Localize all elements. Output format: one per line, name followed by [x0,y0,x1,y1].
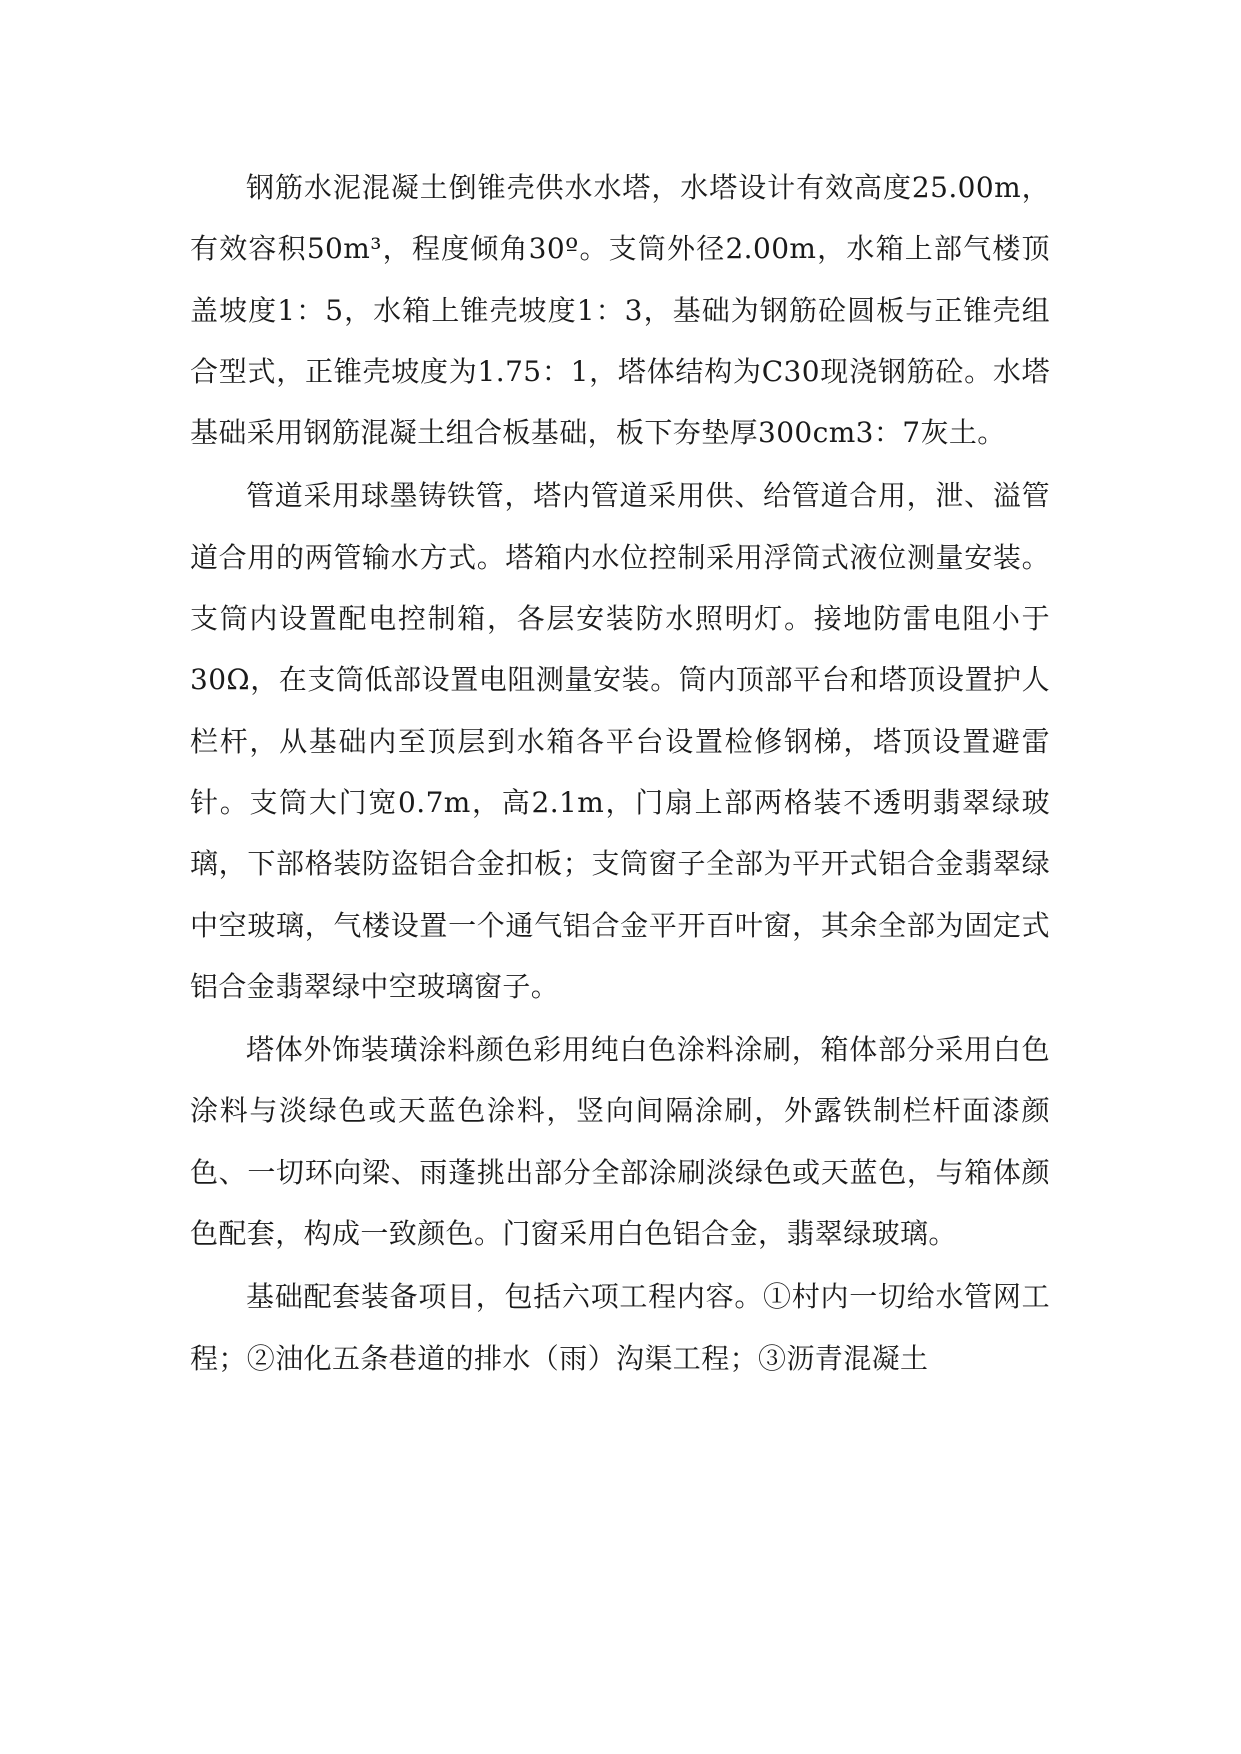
paragraph-water-tower-structure: 钢筋水泥混凝土倒锥壳供水水塔，水塔设计有效高度25.00m，有效容积50m³，程度倾角30º。支筒外径2.00m，水箱上部气楼顶盖坡度1：5，水箱上锥壳坡度1：3，基础为钢筋砼圆板与正锥壳组合型式，正锥壳坡度为1.75：1，塔体结构为C30现浇钢筋砼。水塔基础采用钢筋混凝土组合板基础，板下夯垫厚300cm3：7灰土。 [190,171,1050,450]
paragraph-exterior-finish: 塔体外饰装璜涂料颜色彩用纯白色涂料涂刷，箱体部分采用白色涂料与淡绿色或天蓝色涂料，竖向间隔涂刷，外露铁制栏杆面漆颜色、一切环向梁、雨蓬挑出部分全部涂刷淡绿色或天蓝色，与箱体颜色配套，构成一致颜色。门窗采用白色铝合金，翡翠绿玻璃。 [190,1033,1050,1251]
paragraph-supporting-works: 基础配套装备项目，包括六项工程内容。①村内一切给水管网工程；②油化五条巷道的排水（雨）沟渠工程；③沥青混凝土 [190,1280,1050,1375]
document-body [190,157,1050,1391]
paragraph-pipes-and-fittings: 管道采用球墨铸铁管，塔内管道采用供、给管道合用，泄、溢管道合用的两管输水方式。塔箱内水位控制采用浮筒式液位测量安装。支筒内设置配电控制箱，各层安装防水照明灯。接地防雷电阻小于30Ω，在支筒低部设置电阻测量安装。筒内顶部平台和塔顶设置护人栏杆，从基础内至顶层到水箱各平台设置检修钢梯，塔顶设置避雷针。支筒大门宽0.7m，高2.1m，门扇上部两格装不透明翡翠绿玻璃，下部格装防盗铝合金扣板；支筒窗子全部为平开式铝合金翡翠绿中空玻璃，气楼设置一个通气铝合金平开百叶窗，其余全部为固定式铝合金翡翠绿中空玻璃窗子。 [190,479,1050,1003]
